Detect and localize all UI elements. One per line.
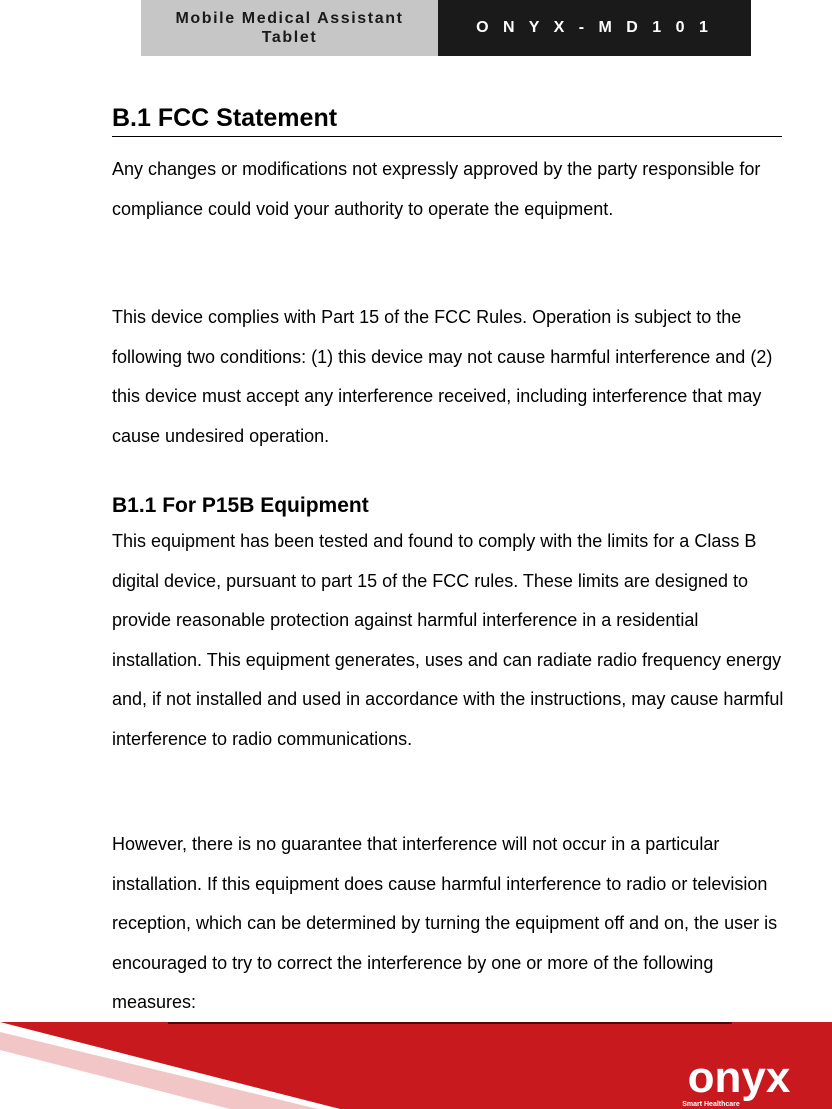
section-title: B.1 FCC Statement — [112, 104, 338, 132]
fcc-changes-paragraph: Any changes or modifications not expressly approved by the party responsible for compliance could void your authority to operate the equipment. — [112, 159, 761, 219]
footer-banner — [0, 1022, 832, 1109]
class-b-limits-paragraph: This equipment has been tested and found to comply with the limits for a Class B digital device, pursuant to part 15 of the FCC rules. These limits are designed to provide reasonable protection against harmful interference in a residential installation. This equipment generates, uses and can radiate radio frequency energy and, if not installed and used in accordance with the instructions, may cause harmful interference to radio communications. — [112, 531, 784, 749]
subsection-title: B1.1 For P15B Equipment — [112, 494, 369, 517]
interference-measures-paragraph: However, there is no guarantee that interference will not occur in a particular installation. If this equipment does cause harmful interference to radio or television reception, which can be determined by turning the equipment off and on, the user is encouraged to try to correct the interference by one or more of the following measures: — [112, 834, 778, 1012]
header-product-name: Mobile Medical Assistant Tablet — [141, 0, 438, 56]
onyx-logo: onyx — [687, 1053, 791, 1102]
title-underline — [112, 136, 782, 137]
header-model-number: O N Y X - M D 1 0 1 — [438, 0, 751, 56]
fcc-compliance-paragraph: This device complies with Part 15 of the FCC Rules. Operation is subject to the following two conditions: (1) this device may not cause harmful interference and (2) this device must accept any interference received, including interference that may cause undesired operation. — [112, 307, 773, 446]
onyx-logo-tagline: Smart Healthcare — [682, 1101, 740, 1108]
